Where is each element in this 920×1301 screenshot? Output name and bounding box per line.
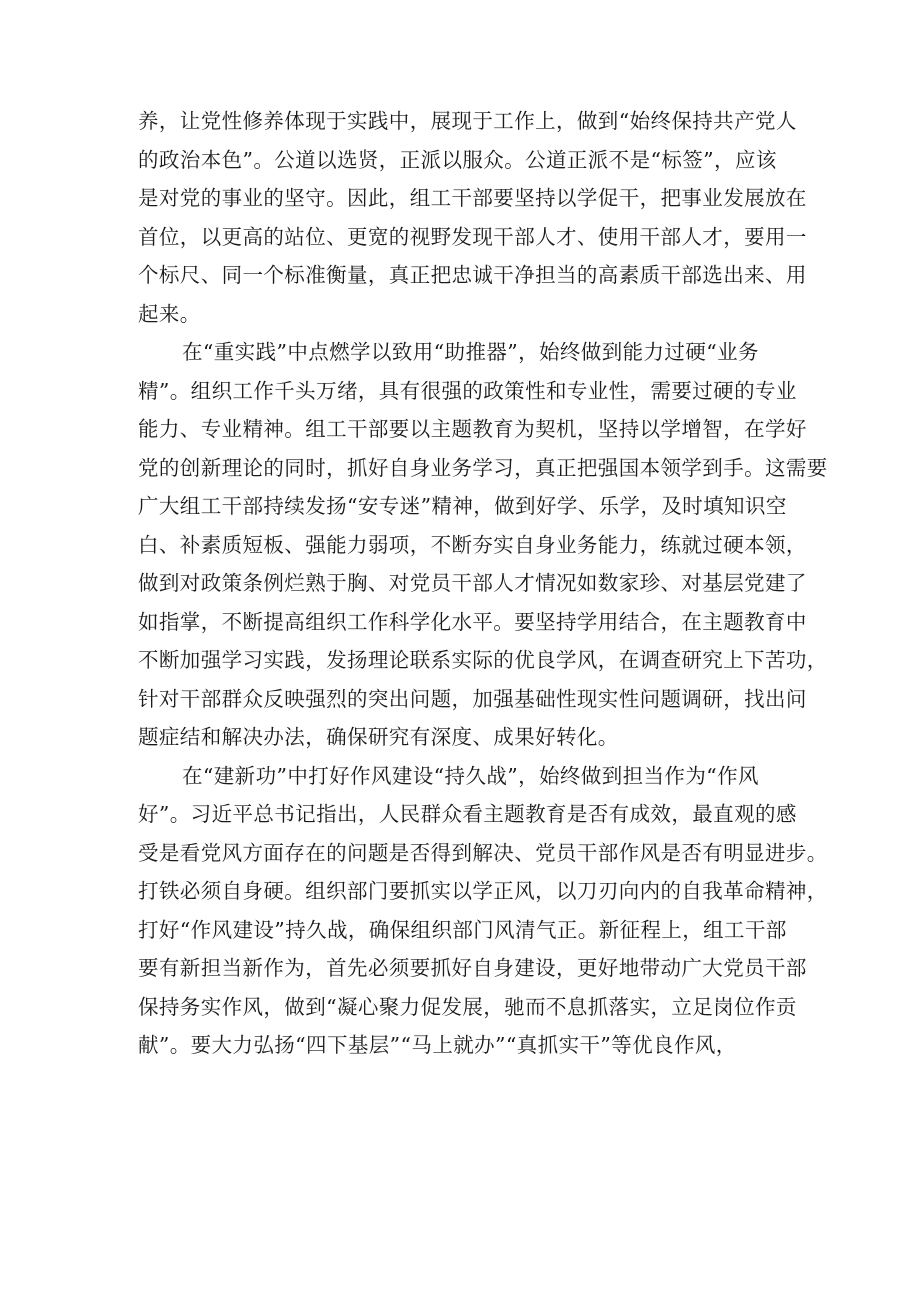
text-line: 受是看党风方面存在的问题是否得到解决、党员干部作风是否有明显进步。	[138, 840, 828, 865]
text-line: 在“重实践”中点燃学以致用“助推器”，始终做到能力过硬“业务	[182, 340, 759, 364]
text-line: 个标尺、同一个标准衡量，真正把忠诚干净担当的高素质干部选出来、用	[138, 263, 807, 287]
text-line: 在“建新功”中打好作风建设“持久战”，始终做到担当作为“作风	[182, 763, 759, 788]
text-line: 要有新担当新作为，首先必须要抓好自身建设，更好地带动广大党员干部	[138, 956, 807, 980]
text-line: 不断加强学习实践，发扬理论联系实际的优良学风，在调查研究上下苦功，	[138, 648, 828, 672]
text-line: 起来。	[138, 301, 201, 326]
text-line: 题症结和解决办法，确保研究有深度、成果好转化。	[138, 725, 619, 749]
paragraph-3	[138, 757, 828, 1065]
text-line: 如指掌，不断提高组织工作科学化水平。要坚持学用结合，在主题教育中	[138, 609, 807, 634]
text-line: 是对党的事业的坚守。因此，组工干部要坚持以学促干，把事业发展放在	[138, 186, 807, 210]
text-line: 广大组工干部持续发扬“安专迷”精神，做到好学、乐学，及时填知识空	[138, 494, 787, 518]
text-line: 献”。要大力弘扬“四下基层”“马上就办”“真抓实干”等优良作风，	[138, 1033, 737, 1057]
text-line: 精”。组织工作千头万绪，具有很强的政策性和专业性，需要过硬的专业	[138, 378, 797, 403]
text-line: 好”。习近平总书记指出，人民群众看主题教育是否有成效，最直观的感	[138, 802, 797, 826]
text-line: 做到对政策条例烂熟于胸、对党员干部人才情况如数家珍、对基层党建了	[138, 571, 807, 595]
body-text	[138, 102, 828, 1065]
paragraph-2	[138, 333, 828, 757]
text-line: 打好“作风建设”持久战，确保组织部门风清气正。新征程上，组工干部	[138, 917, 787, 942]
text-line: 打铁必须自身硬。组织部门要抓实以学正风，以刀刃向内的自我革命精神，	[138, 879, 828, 903]
text-line: 白、补素质短板、强能力弱项，不断夯实自身业务能力，练就过硬本领，	[138, 532, 807, 557]
text-line: 首位，以更高的站位、更宽的视野发现干部人才、使用干部人才，要用一	[138, 224, 807, 249]
text-line: 党的创新理论的同时，抓好自身业务学习，真正把强国本领学到手。这需要	[138, 455, 828, 480]
paragraph-1	[138, 102, 807, 333]
text-line: 保持务实作风，做到“凝心聚力促发展，驰而不息抓落实，立足岗位作贡	[138, 994, 797, 1019]
text-line: 养，让党性修养体现于实践中，展现于工作上，做到“始终保持共产党人	[138, 109, 797, 133]
text-line: 针对干部群众反映强烈的突出问题，加强基础性现实性问题调研，找出问	[138, 686, 807, 711]
text-line: 能力、专业精神。组工干部要以主题教育为契机，坚持以学增智，在学好	[138, 417, 807, 441]
text-line: 的政治本色”。公道以选贤，正派以服众。公道正派不是“标签”，应该	[138, 147, 777, 172]
